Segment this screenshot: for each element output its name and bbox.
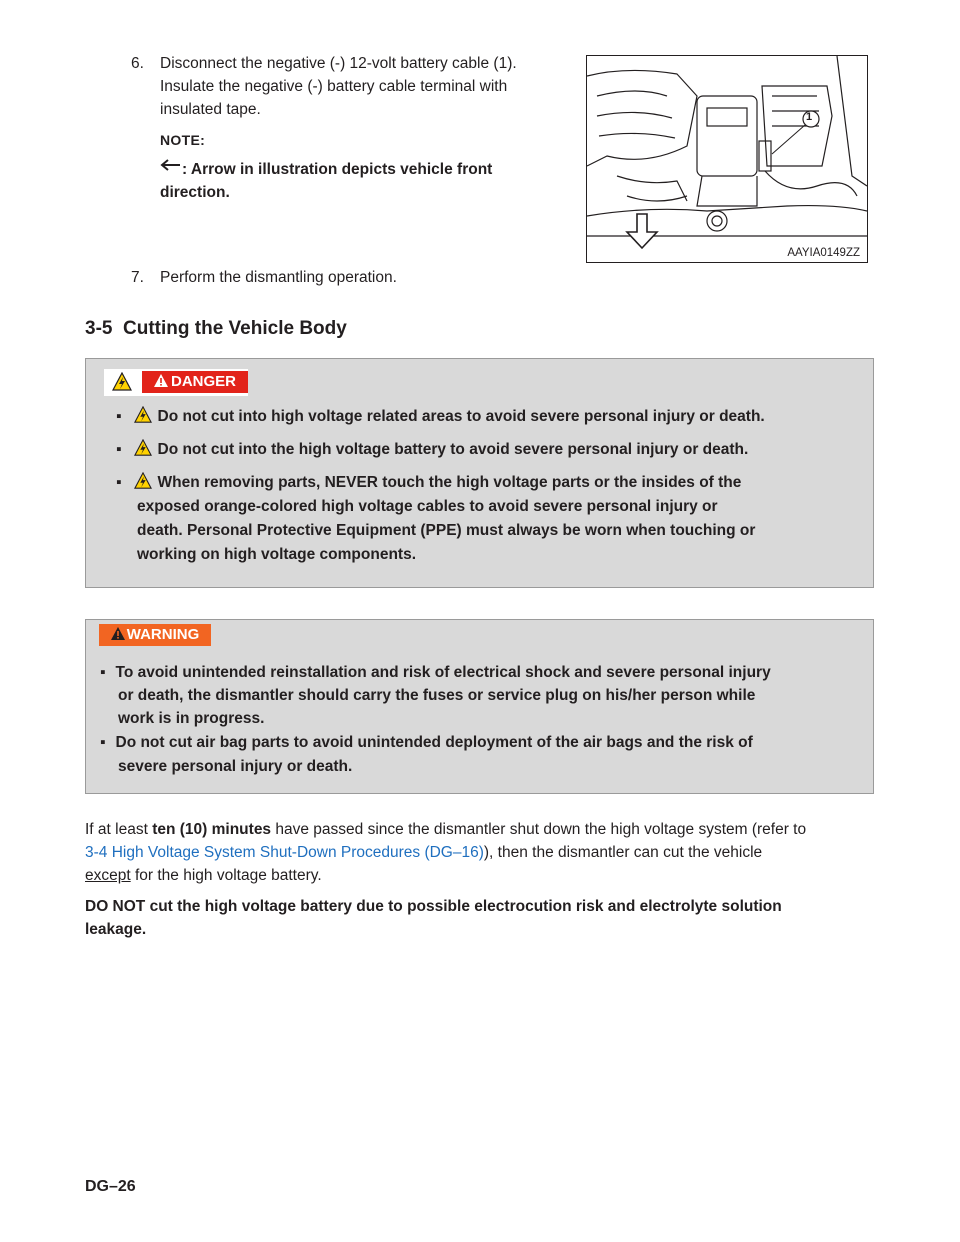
warning-bullet-1-line-2: or death, the dismantler should carry the fuses or service plug on his/her person while — [118, 687, 756, 704]
warning-box — [85, 619, 874, 794]
warning-bullet-1: ▪ To avoid unintended reinstallation and risk of electrical shock and severe personal injury — [100, 664, 771, 681]
warning-badge — [99, 624, 211, 646]
danger-bullet-3-line-2: exposed orange-colored high voltage cables to avoid severe personal injury or — [137, 498, 718, 515]
danger-bullet-3-line-3: death. Personal Protective Equipment (PPE) must always be worn when touching or — [137, 522, 756, 539]
warning-bullet-2: ▪ Do not cut air bag parts to avoid unintended deployment of the air bags and the risk of — [100, 734, 753, 751]
p1-text-d: for the high voltage battery. — [130, 867, 322, 884]
p1-bold: ten (10) minutes — [152, 821, 272, 838]
shutdown-procedures-link[interactable]: 3-4 High Voltage System Shut-Down Procedures (DG–16) — [85, 844, 484, 861]
step-6-line-3: insulated tape. — [160, 101, 261, 118]
danger-bullet-3-line-1: When removing parts, NEVER touch the high voltage parts or the insides of the — [157, 474, 742, 491]
high-voltage-icon — [134, 472, 152, 490]
danger-bullet-2: ▪ Do not cut into the high voltage battery to avoid severe personal injury or death. — [116, 441, 749, 458]
danger-bullet-2-text: Do not cut into the high voltage battery to avoid severe personal injury or death. — [157, 441, 749, 458]
warning-label: WARNING — [126, 626, 200, 643]
warning-bullet-2-line-1: Do not cut air bag parts to avoid unintended deployment of the air bags and the risk of — [115, 734, 753, 751]
note-line-2: direction. — [160, 184, 230, 201]
step-7-text: Perform the dismantling operation. — [160, 269, 397, 286]
warning-bullet-2-line-2: severe personal injury or death. — [118, 758, 353, 775]
danger-box — [85, 358, 874, 588]
warning-bullet-1-line-1: To avoid unintended reinstallation and risk of electrical shock and severe personal injury — [115, 664, 771, 681]
danger-triangle-icon — [154, 374, 168, 387]
body-paragraph-1-line-3 — [85, 864, 875, 887]
figure-code: AAYIA0149ZZ — [787, 247, 860, 259]
danger-badge — [142, 371, 248, 393]
danger-bullet-3: ▪ When removing parts, NEVER touch the high voltage parts or the insides of the — [116, 474, 742, 491]
step-6-line-2: Insulate the negative (-) battery cable terminal with — [160, 78, 508, 95]
note-line-1 — [160, 158, 492, 181]
note-label: NOTE: — [160, 132, 206, 148]
step-6-number: 6. — [131, 55, 144, 72]
p1-except: except — [85, 867, 131, 884]
callout-1-label: 1 — [806, 111, 813, 123]
body-paragraph-1-line-1 — [85, 818, 875, 841]
body-paragraph-2-line-2: leakage. — [85, 921, 147, 938]
danger-bullet-1: ▪ Do not cut into high voltage related areas to avoid severe personal injury or death. — [116, 408, 765, 425]
body-paragraph-2-line-1: DO NOT cut the high voltage battery due to possible electrocution risk and electrolyte solution — [85, 898, 782, 915]
section-title — [85, 318, 347, 340]
engine-bay-figure — [586, 55, 868, 263]
high-voltage-icon — [134, 406, 152, 424]
high-voltage-icon — [134, 439, 152, 457]
note-line-1-text: : Arrow in illustration depicts vehicle front — [182, 161, 493, 178]
danger-header — [104, 369, 248, 396]
p1-text-c: ), then the dismantler can cut the vehicle — [483, 844, 763, 861]
section-number: 3-5 — [85, 318, 113, 339]
p1-text-a: If at least — [85, 821, 153, 838]
engine-bay-illustration-icon — [587, 56, 867, 262]
section-title-text: Cutting the Vehicle Body — [123, 318, 347, 339]
danger-bullet-3-line-4: working on high voltage components. — [137, 546, 417, 563]
front-direction-arrow-icon — [627, 214, 657, 248]
danger-bullet-1-text: Do not cut into high voltage related areas to avoid severe personal injury or death. — [157, 408, 765, 425]
page-number: DG–26 — [85, 1178, 136, 1195]
step-6-line-1: Disconnect the negative (-) 12-volt battery cable (1). — [160, 55, 517, 72]
step-7-number: 7. — [131, 269, 144, 286]
p1-text-b: have passed since the dismantler shut down the high voltage system (refer to — [271, 821, 807, 838]
warning-bullet-1-line-3: work is in progress. — [118, 710, 265, 727]
front-arrow-icon — [160, 158, 182, 172]
body-paragraph-1-line-2 — [85, 841, 875, 864]
danger-label: DANGER — [170, 373, 236, 390]
high-voltage-warning-icon — [112, 372, 132, 392]
warning-triangle-icon — [111, 627, 125, 640]
